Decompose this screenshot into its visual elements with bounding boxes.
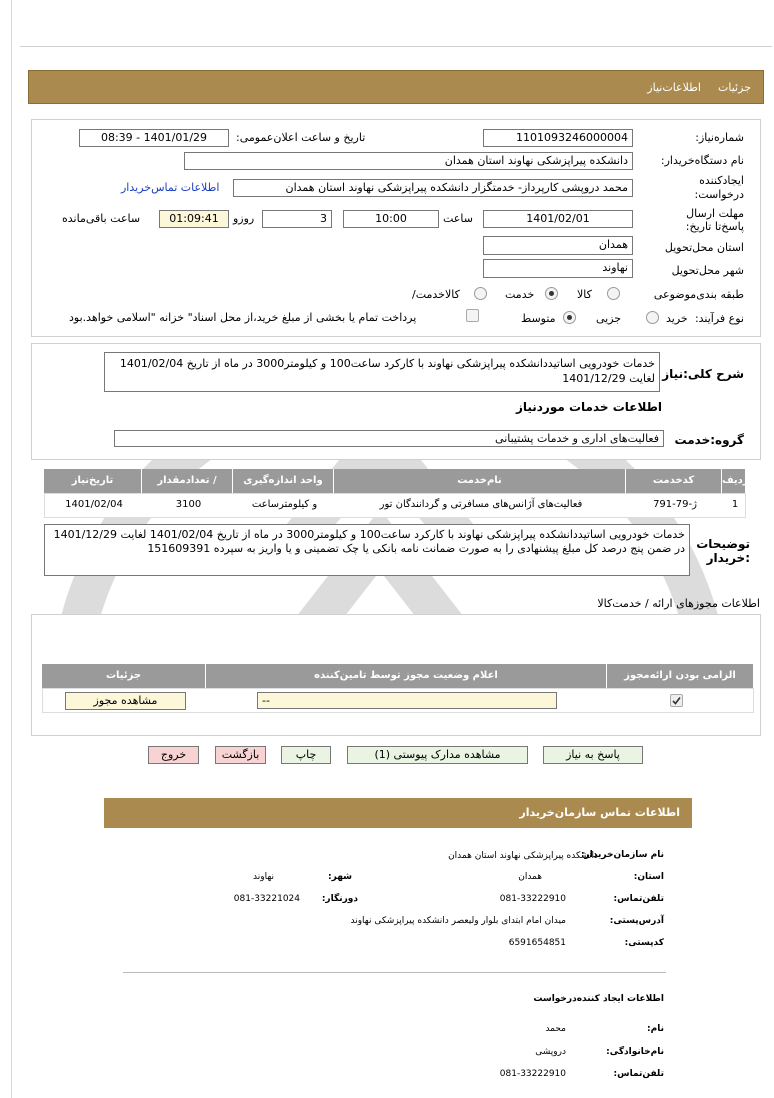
col-qty-header: تعدادمقدار / bbox=[142, 469, 233, 493]
summary-label: شرح کلی:نیاز bbox=[662, 367, 744, 381]
back-button[interactable]: بازگشت bbox=[215, 746, 266, 764]
col-name-header: نام‌خدمت bbox=[334, 469, 626, 493]
row-date: 1401/02/04 bbox=[65, 499, 123, 510]
deadline-time-label: ساعت bbox=[443, 212, 473, 225]
need-number-label: شماره‌نیاز: bbox=[695, 131, 744, 144]
treasury-payment-checkbox[interactable] bbox=[466, 309, 479, 322]
attachments-button[interactable]: مشاهده مدارک پیوستی (1) bbox=[347, 746, 528, 764]
reply-button[interactable]: پاسخ به نیاز bbox=[543, 746, 643, 764]
services-title: اطلاعات خدمات موردنیاز bbox=[515, 400, 662, 414]
summary-text: خدمات خودرویی اساتیددانشکده پیراپزشکی نهاوند با کارکرد ساعت100 و کیلومتر3000 در ماه از تاریخ 1401/02/04 لغایت 1401/12/29 bbox=[104, 352, 660, 392]
process-minor-radio[interactable] bbox=[646, 311, 659, 324]
process-type-label: نوع فرآیند: bbox=[694, 312, 744, 325]
permit-required-checkbox bbox=[670, 694, 683, 707]
deadline-label: مهلت ارسال پاسخ‌تا تاریخ: bbox=[685, 207, 744, 233]
delivery-province-field: همدان bbox=[483, 236, 633, 255]
request-creator-field: محمد دروپشی کارپرداز- خدمتگزار دانشکده پیراپزشکی نهاوند استان همدان bbox=[233, 179, 633, 197]
contact-city-value: نهاوند bbox=[253, 872, 274, 882]
category-service-label: خدمت bbox=[505, 288, 535, 301]
col-code-header: کدخدمت bbox=[626, 469, 722, 493]
buyer-org-label: نام دستگاه‌خریدار: bbox=[660, 154, 744, 167]
contact-title: اطلاعات تماس سازمان‌خریدار bbox=[519, 806, 680, 819]
contact-title-bar bbox=[104, 798, 692, 828]
remaining-time-field: 01:09:41 bbox=[159, 210, 229, 228]
creator-name-value: محمد bbox=[545, 1024, 566, 1034]
creator-phone-label: تلفن‌تماس: bbox=[613, 1069, 664, 1079]
tab-details[interactable]: جزئیات bbox=[718, 81, 751, 94]
permits-table bbox=[42, 664, 754, 714]
request-creator-label: ایجادکننده درخواست: bbox=[694, 174, 744, 201]
permit-row bbox=[42, 688, 754, 713]
creator-info-title: اطلاعات ایجاد کننده‌درخواست bbox=[533, 994, 664, 1004]
deadline-time-field: 10:00 bbox=[343, 210, 439, 228]
contact-city-label: شهر: bbox=[328, 872, 352, 882]
row-qty: 3100 bbox=[175, 499, 202, 510]
process-medium-radio[interactable] bbox=[563, 311, 576, 324]
row-unit: و کیلومترساعت bbox=[251, 499, 318, 510]
category-label: طبقه بندی‌موضوعی bbox=[653, 288, 744, 301]
col-unit-header: واحد اندازه‌گیری bbox=[233, 469, 334, 493]
category-service-radio[interactable] bbox=[545, 287, 558, 300]
services-table bbox=[44, 469, 749, 518]
remaining-time-label: ساعت باقی‌مانده bbox=[62, 212, 141, 225]
creator-family-label: نام‌خانوادگی: bbox=[606, 1047, 664, 1057]
buyer-notes-label: توضیحات :خریدار bbox=[696, 537, 750, 565]
category-goods-radio[interactable] bbox=[607, 287, 620, 300]
category-goods-label: کالا bbox=[577, 288, 592, 301]
table-row bbox=[44, 493, 746, 518]
row-name: فعالیت‌های آژانس‌های مسافرتی و گردانندگان تور bbox=[379, 499, 583, 510]
left-border-line bbox=[11, 0, 12, 1098]
tab-need-info[interactable]: اطلاعات‌نیاز bbox=[647, 81, 701, 94]
process-buy-label: خرید bbox=[666, 312, 688, 325]
col-row-header: ردیف bbox=[722, 469, 746, 493]
announce-date-label: تاریخ و ساعت اعلان‌عمومی: bbox=[236, 131, 366, 144]
buyer-org-field: دانشکده پیراپزشکی نهاوند استان همدان bbox=[184, 152, 633, 170]
process-minor-label: جزیی bbox=[596, 312, 622, 325]
permit-status-field[interactable]: -- bbox=[257, 692, 557, 709]
buyer-contact-link[interactable]: اطلاعات تماس‌خریدار bbox=[121, 181, 220, 194]
days-label: روزو bbox=[233, 212, 255, 225]
view-permit-button[interactable]: مشاهده مجوز bbox=[65, 692, 186, 710]
contact-fax-label: دورنگار: bbox=[321, 894, 358, 904]
contact-phone-value: 081-33222910 bbox=[499, 894, 566, 904]
col-date-header: تاریخ‌نیاز bbox=[44, 469, 142, 493]
print-button[interactable]: چاپ bbox=[281, 746, 331, 764]
permit-status-header: اعلام وضعیت مجوز توسط تامین‌کننده bbox=[206, 664, 607, 688]
deadline-date-field: 1401/02/01 bbox=[483, 210, 633, 228]
permit-required-header: الزامی بودن ارائه‌مجوز bbox=[607, 664, 754, 688]
delivery-city-field: نهاوند bbox=[483, 259, 633, 278]
contact-phone-label: تلفن‌تماس: bbox=[613, 894, 664, 904]
category-goods-service-radio[interactable] bbox=[474, 287, 487, 300]
row-number: 1 bbox=[731, 499, 739, 510]
contact-province-label: استان: bbox=[633, 872, 664, 882]
category-goods-service-label: کالاخدمت/ bbox=[412, 288, 460, 301]
service-group-field: فعالیت‌های اداری و خدمات پشتیبانی bbox=[114, 430, 664, 447]
contact-divider bbox=[123, 972, 666, 973]
contact-address-value: میدان امام ابتدای بلوار ولیعصر دانشکده پیراپزشکی نهاوند bbox=[350, 916, 566, 926]
exit-button[interactable]: خروج bbox=[148, 746, 199, 764]
check-icon bbox=[671, 695, 682, 706]
delivery-city-label: شهر محل‌تحویل bbox=[671, 264, 744, 277]
top-tab-bar bbox=[28, 70, 764, 104]
need-number-field: 1101093246000004 bbox=[483, 129, 633, 147]
delivery-province-label: استان محل‌تحویل bbox=[664, 241, 744, 254]
creator-phone-value: 081-33222910 bbox=[499, 1069, 566, 1079]
permits-title: اطلاعات مجوزهای ارائه / خدمت‌کالا bbox=[597, 597, 760, 610]
creator-name-label: نام: bbox=[647, 1024, 664, 1034]
row-code: ژ-79-791 bbox=[653, 499, 697, 510]
contact-org-label: نام سازمان‌خریدار: bbox=[580, 850, 664, 860]
creator-family-value: دروپشی bbox=[535, 1047, 566, 1057]
service-group-label: گروه:خدمت bbox=[674, 433, 744, 447]
permit-details-header: جزئیات bbox=[42, 664, 206, 688]
contact-province-value: همدان bbox=[518, 872, 542, 882]
days-field: 3 bbox=[262, 210, 332, 228]
top-divider bbox=[20, 46, 772, 47]
contact-postal-label: کدپستی: bbox=[624, 938, 664, 948]
process-medium-label: متوسط bbox=[521, 312, 556, 325]
buyer-notes-text: خدمات خودرویی اساتیددانشکده پیراپزشکی نهاوند با کارکرد ساعت100 و کیلومتر3000 در ماه از تاریخ 1401/02/04 لغایت 1401/12/29 در ضمن پنج درصد کل مبلغ پیشنهادی را به صورت ضمانت نامه بانکی یا چک تضمینی و یا واریز به سپرده 151609391 bbox=[44, 524, 690, 576]
contact-postal-value: 6591654851 bbox=[508, 938, 566, 948]
contact-fax-value: 081-33221024 bbox=[233, 894, 300, 904]
contact-address-label: آدرس‌پستی: bbox=[609, 916, 664, 926]
contact-org-value: دانشکده پیراپزشکی نهاوند استان همدان bbox=[448, 851, 598, 861]
announce-date-field: 1401/01/29 - 08:39 bbox=[79, 129, 229, 147]
treasury-payment-note: پرداخت تمام یا بخشی از مبلغ خرید،از محل اسناد" خزانه "اسلامی خواهد.بود bbox=[69, 311, 417, 324]
